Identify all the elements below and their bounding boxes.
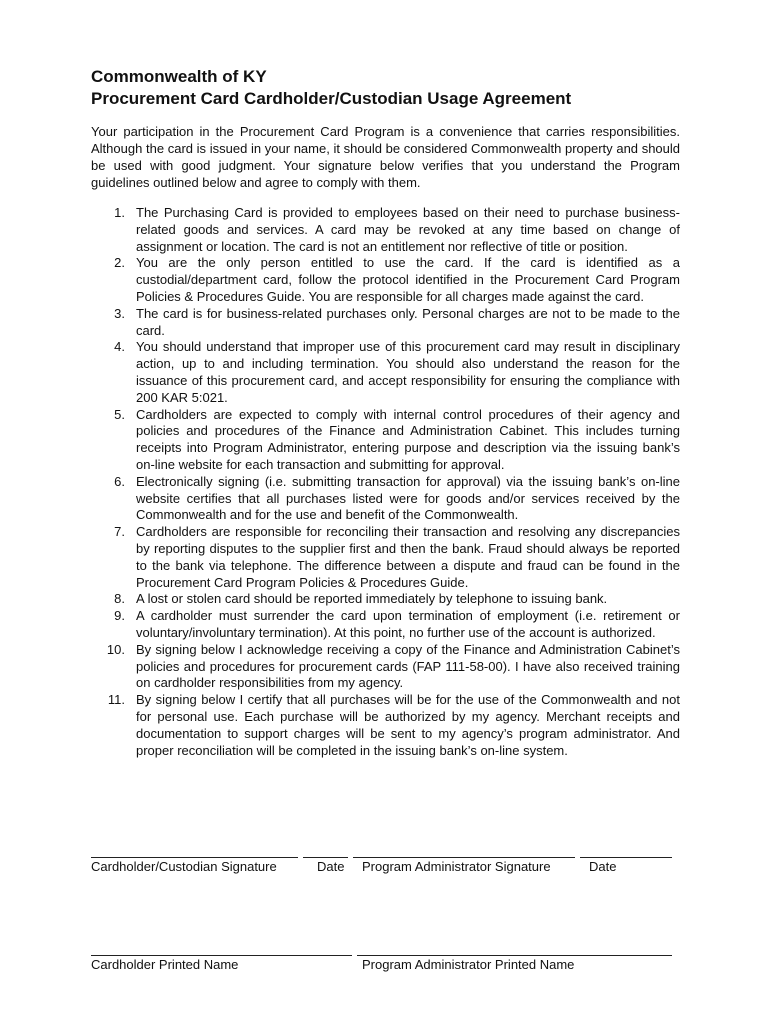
list-item-number: 6. [114,473,125,489]
list-item [91,524,680,591]
list-item-text: By signing below I acknowledge receiving a copy of the Finance and Administration Cabinet’s policies and procedures for procurement cards (FAP 111-58-00). I have also received training on cardholder responsibilities from my agency. [136,641,680,691]
list-item-number: 7. [114,524,125,540]
list-item [91,205,680,255]
title-line-agreement: Procurement Card Cardholder/Custodian Usage Agreement [91,89,572,108]
admin-name-line[interactable] [357,955,672,956]
list-item [91,255,680,305]
cardholder-signature-label: Cardholder/Custodian Signature [91,859,277,874]
admin-date-line[interactable] [580,857,672,858]
list-item-text: Cardholders are expected to comply with internal control procedures of their agency and policies and procedures of the Finance and Administration Cabinet. This includes turning receipts into Program Administrator, entering purpose and description via the issuing bank’s on-line website for each transaction and submitting for approval. [136,406,680,472]
admin-date-label: Date [589,859,617,874]
cardholder-name-label: Cardholder Printed Name [91,957,239,972]
list-item [91,608,680,642]
list-item [91,692,680,759]
list-item-number: 9. [114,608,125,624]
list-item-text: You should understand that improper use of this procurement card may result in disciplinary action, up to and including termination. You should also understand the reason for the issuance of this procurement card, and accept responsibility for ensuring the compliance with 200 KAR 5:021. [136,339,680,405]
list-item [91,591,680,608]
list-item-number: 11. [107,692,125,708]
cardholder-date-label: Date [317,859,345,874]
admin-name-label: Program Administrator Printed Name [362,957,575,972]
list-item-number: 1. [114,205,125,220]
terms-list [91,205,680,759]
list-item-number: 2. [114,255,125,271]
list-item-text: The Purchasing Card is provided to employees based on their need to purchase business-related goods and services. A card may be revoked at any time based on change of assignment or location. The card is not an entitlement nor reflective of title or position. [136,205,680,254]
intro-paragraph: Your participation in the Procurement Card Program is a convenience that carries responsibilities. Although the card is issued in your name, it should be considered Commonwealth property and should be used with good judgment. Your signature below verifies that you understand the Program guidelines outlined below and agree to comply with them. [91,124,680,190]
list-item-text: Cardholders are responsible for reconciling their transaction and resolving any discrepancies by reporting disputes to the supplier first and then the bank. Fraud should always be reported to the bank via telephone. The difference between a dispute and fraud can be found in the Procurement Card Program Policies & Procedures Guide. [136,524,680,590]
cardholder-name-line[interactable] [91,955,352,956]
list-item-text: A lost or stolen card should be reported immediately by telephone to issuing bank. [136,591,608,607]
list-item-text: You are the only person entitled to use the card. If the card is identified as a custodial/department card, follow the protocol identified in the Procurement Card Program Policies & Procedures Guide. You are responsible for all charges made against the card. [136,255,680,304]
admin-signature-line[interactable] [353,857,575,858]
title-line-organization: Commonwealth of KY [91,67,267,86]
list-item-number: 3. [114,305,125,321]
list-item-text: A cardholder must surrender the card upon termination of employment (i.e. retirement or voluntary/involuntary termination). At this point, no further use of the account is authorized. [136,608,680,640]
list-item-number: 4. [114,339,125,355]
admin-signature-label: Program Administrator Signature [362,859,551,874]
list-item [91,474,680,524]
list-item-text: The card is for business-related purchases only. Personal charges are not to be made to the card. [136,305,680,338]
cardholder-date-line[interactable] [303,857,348,858]
list-item-number: 8. [114,591,125,607]
list-item [91,306,680,340]
cardholder-signature-line[interactable] [91,857,298,858]
list-item [91,642,680,692]
list-item-number: 5. [114,406,125,422]
list-item-text: Electronically signing (i.e. submitting transaction for approval) via the issuing bank’s on-line website certifies that all purchases listed were for goods and/or services received by the Commonwealth and for the use and benefit of the Commonwealth. [136,473,680,523]
list-item [91,407,680,474]
list-item-text: By signing below I certify that all purchases will be for the use of the Commonwealth and not for personal use. Each purchase will be authorized by my agency. Merchant receipts and documentation to support charges will be sent to my agency’s program administrator. And proper reconciliation will be completed in the issuing bank’s on-line system. [136,692,680,758]
document-title [91,66,691,110]
list-item-number: 10. [106,641,125,657]
list-item [91,339,680,406]
